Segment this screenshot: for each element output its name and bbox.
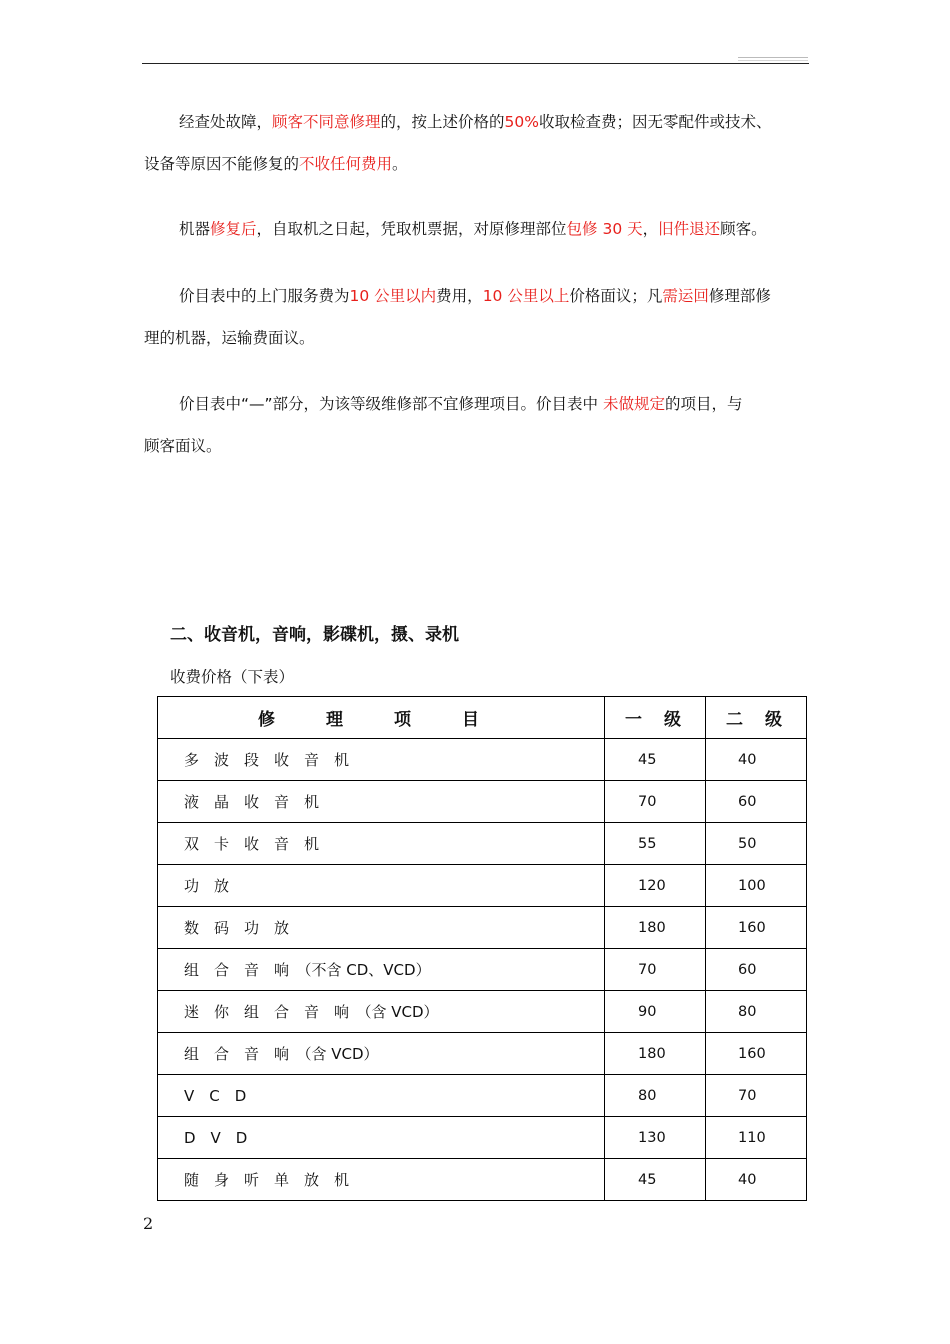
item-name-cell: 组 合 音 响 （含 VCD）: [158, 1033, 605, 1075]
table-row: [158, 1117, 807, 1159]
item-name-cell: 多 波 段 收 音 机: [158, 739, 605, 781]
body-text: 的，按上述价格的: [380, 113, 505, 131]
header-level-char: 二: [726, 710, 743, 730]
highlighted-text: 10 公里以内: [349, 287, 437, 305]
body-text: 顾客。: [720, 220, 767, 238]
table-row: [158, 1159, 807, 1201]
highlighted-text: 包修 30 天: [566, 220, 643, 238]
level-2-price-cell: 60: [706, 781, 807, 823]
header-mark: [738, 60, 808, 61]
header-rule: [142, 63, 809, 64]
item-name-cell: 双 卡 收 音 机: [158, 823, 605, 865]
header-level-char: 一: [625, 710, 642, 730]
highlighted-text: 顾客不同意修理: [272, 113, 381, 131]
table-row: [158, 865, 807, 907]
highlighted-text: 修复后: [210, 220, 257, 238]
header-item-char: 修: [258, 710, 275, 730]
level-1-price-cell: 120: [605, 865, 706, 907]
body-text: 机器: [179, 220, 211, 238]
table-row: [158, 739, 807, 781]
body-text: 费用，: [436, 287, 483, 305]
highlighted-text: 未做规定: [603, 395, 666, 413]
note-paragraph-service-fee: [144, 275, 810, 359]
level-2-price-cell: 40: [706, 739, 807, 781]
note-paragraph-inspection-fee: [144, 101, 810, 185]
header-mark: [738, 57, 808, 58]
paragraph-line: [144, 383, 810, 425]
body-text: 顾客面议。: [144, 437, 222, 455]
header-level-2: [706, 697, 807, 739]
level-2-price-cell: 100: [706, 865, 807, 907]
level-1-price-cell: 80: [605, 1075, 706, 1117]
body-text: 设备等原因不能修复的: [144, 155, 300, 173]
paragraph-line: [144, 143, 810, 185]
note-paragraph-warranty: [144, 208, 810, 250]
header-level-char: 级: [765, 710, 782, 730]
note-paragraph-unlisted-items: [144, 383, 810, 467]
level-2-price-cell: 70: [706, 1075, 807, 1117]
level-2-price-cell: 110: [706, 1117, 807, 1159]
body-text: ，自取机之日起，凭取机票据，对原修理部位: [256, 220, 567, 238]
body-text: 收取检查费；因无零配件或技术、: [539, 113, 772, 131]
page-number: 2: [143, 1214, 154, 1233]
highlighted-text: 不收任何费用: [299, 155, 393, 173]
header-item-char: 项: [394, 710, 411, 730]
body-text: 修理部修: [708, 287, 771, 305]
item-name-cell: 液 晶 收 音 机: [158, 781, 605, 823]
item-name-cell: 功 放: [158, 865, 605, 907]
level-1-price-cell: 90: [605, 991, 706, 1033]
item-name-cell: V C D: [158, 1075, 605, 1117]
paragraph-line: [144, 425, 810, 467]
highlighted-text: 需运回: [662, 287, 709, 305]
section-title: 二、收音机，音响，影碟机，摄、录机: [170, 625, 459, 645]
table-caption: 收费价格（下表）: [170, 668, 295, 686]
level-1-price-cell: 55: [605, 823, 706, 865]
table-header-row: [158, 697, 807, 739]
level-2-price-cell: 40: [706, 1159, 807, 1201]
header-item-char: 目: [462, 710, 479, 730]
level-1-price-cell: 130: [605, 1117, 706, 1159]
level-1-price-cell: 45: [605, 739, 706, 781]
level-2-price-cell: 160: [706, 1033, 807, 1075]
body-text: 价格面议；凡: [569, 287, 663, 305]
paragraph-line: [144, 317, 810, 359]
body-text: ，: [642, 220, 659, 238]
table-row: [158, 991, 807, 1033]
level-1-price-cell: 45: [605, 1159, 706, 1201]
paragraph-line: [144, 208, 810, 250]
item-name-cell: 数 码 功 放: [158, 907, 605, 949]
level-2-price-cell: 60: [706, 949, 807, 991]
table-row: [158, 781, 807, 823]
header-item-char: 理: [326, 710, 343, 730]
price-table: [157, 696, 807, 1201]
paragraph-line: [144, 101, 810, 143]
level-1-price-cell: 70: [605, 949, 706, 991]
level-1-price-cell: 70: [605, 781, 706, 823]
table-row: [158, 1033, 807, 1075]
body-text: 经查处故障，: [179, 113, 273, 131]
highlighted-text: 旧件退还: [658, 220, 721, 238]
header-level-1: [605, 697, 706, 739]
body-text: 。: [392, 155, 408, 173]
level-2-price-cell: 80: [706, 991, 807, 1033]
paragraph-line: [144, 275, 810, 317]
body-text: 价目表中的上门服务费为: [179, 287, 350, 305]
highlighted-text: 50%: [504, 113, 539, 131]
level-1-price-cell: 180: [605, 907, 706, 949]
table-row: [158, 907, 807, 949]
body-text: 的项目，与: [665, 395, 743, 413]
level-2-price-cell: 160: [706, 907, 807, 949]
table-row: [158, 949, 807, 991]
body-text: 价目表中“—”部分，为该等级维修部不宜修理项目。价目表中: [179, 395, 603, 413]
item-name-cell: 组 合 音 响 （不含 CD、VCD）: [158, 949, 605, 991]
item-name-cell: D V D: [158, 1117, 605, 1159]
table-row: [158, 1075, 807, 1117]
item-name-cell: 迷 你 组 合 音 响 （含 VCD）: [158, 991, 605, 1033]
level-1-price-cell: 180: [605, 1033, 706, 1075]
header-item: [158, 697, 605, 739]
table-row: [158, 823, 807, 865]
level-2-price-cell: 50: [706, 823, 807, 865]
body-text: 理的机器，运输费面议。: [144, 329, 315, 347]
header-level-char: 级: [664, 710, 681, 730]
highlighted-text: 10 公里以上: [482, 287, 570, 305]
item-name-cell: 随 身 听 单 放 机: [158, 1159, 605, 1201]
